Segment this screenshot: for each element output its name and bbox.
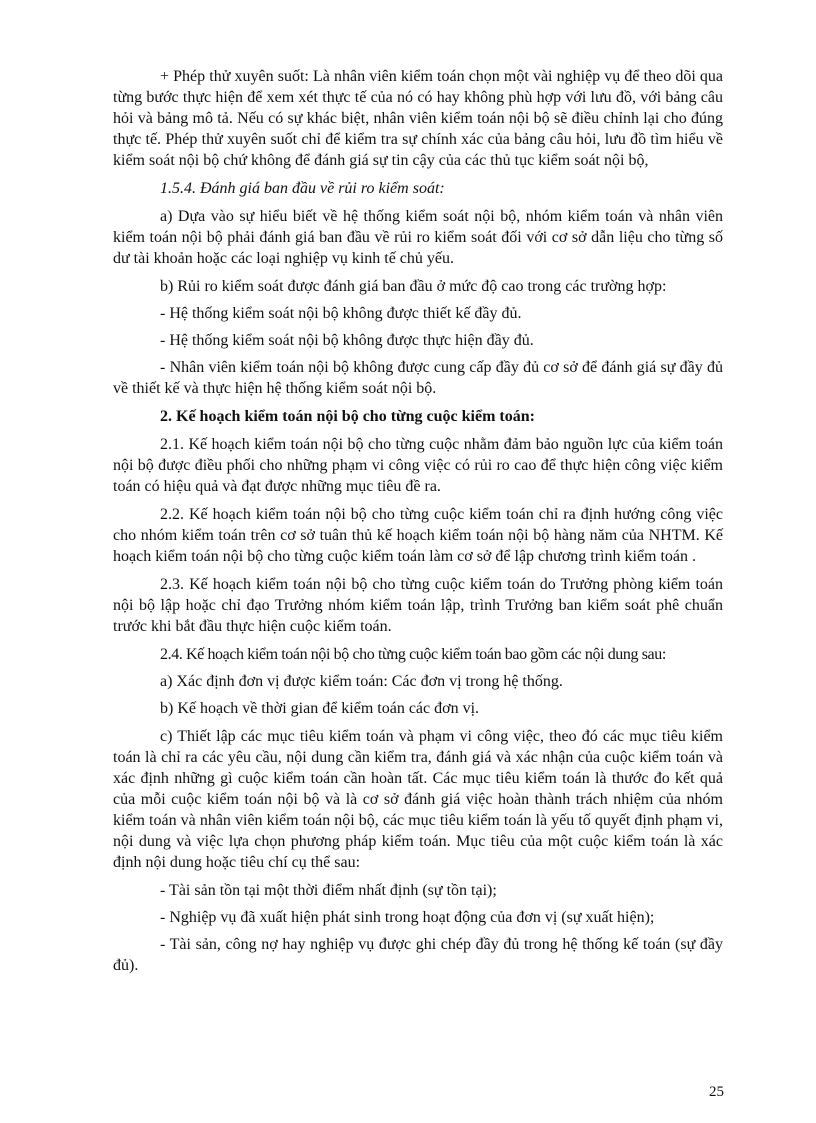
list-item-completeness: - Tài sản, công nợ hay nghiệp vụ được ghi chép đầy đủ trong hệ thống kế toán (sự đầy đủ). (113, 936, 723, 974)
paragraph-b-high-risk: b) Rủi ro kiểm soát được đánh giá ban đầu ở mức độ cao trong các trường hợp: (160, 278, 667, 295)
paragraph-2-4-c: c) Thiết lập các mục tiêu kiểm toán và phạm vi công việc, theo đó các mục tiêu kiểm toán là chỉ ra các yêu cầu, nội dung cần kiểm tra, đánh giá và xác nhận của cuộc kiểm toán và xác định những gì cuộc kiểm toán cần hoàn tất. Các mục tiêu kiểm toán là thước đo kết quả của mỗi cuộc kiểm toán nội bộ và là cơ sở đánh giá việc hoàn thành trách nhiệm của nhóm kiểm toán và nhân viên kiểm toán nội bộ, các mục tiêu kiểm toán là yếu tố quyết định phạm vi, nội dung và việc lựa chọn phương pháp kiểm toán. Mục tiêu của một cuộc kiểm toán là xác định nội dung hoặc tiêu chí cụ thể sau: (113, 728, 723, 871)
list-item-implementation: - Hệ thống kiểm soát nội bộ không được thực hiện đầy đủ. (160, 332, 534, 349)
paragraph-2-3: 2.3. Kế hoạch kiểm toán nội bộ cho từng cuộc kiểm toán do Trưởng phòng kiểm toán nội bộ lập hoặc chỉ đạo Trưởng nhóm kiểm toán lập, trình Trưởng ban kiểm soát phê chuẩn trước khi bắt đầu thực hiện cuộc kiểm toán. (113, 576, 723, 635)
list-item-design: - Hệ thống kiểm soát nội bộ không được thiết kế đầy đủ. (160, 305, 522, 322)
list-item-existence: - Tài sản tồn tại một thời điểm nhất định (sự tồn tại); (160, 882, 497, 899)
section-heading-1-5-4: 1.5.4. Đánh giá ban đầu về rủi ro kiểm soát: (160, 180, 445, 197)
paragraph-walkthrough-test: + Phép thử xuyên suốt: Là nhân viên kiểm toán chọn một vài nghiệp vụ để theo dõi qua từng bước thực hiện để xem xét thực tế của nó có hay không phù hợp với lưu đồ, với bảng câu hỏi và bảng mô tả. Nếu có sự khác biệt, nhân viên kiểm toán nội bộ sẽ điều chỉnh lại cho đúng thực tế. Phép thử xuyên suốt chỉ để kiểm tra sự chính xác của bảng câu hỏi, lưu đồ tìm hiểu về kiểm soát nội bộ chứ không để đánh giá sự tin cậy của các thủ tục kiểm soát nội bộ, (113, 68, 723, 169)
paragraph-2-4-b: b) Kế hoạch về thời gian để kiểm toán các đơn vị. (160, 700, 480, 717)
list-item-insufficient-basis: - Nhân viên kiểm toán nội bộ không được cung cấp đầy đủ cơ sở để đánh giá sự đầy đủ về thiết kế và thực hiện hệ thống kiểm soát nội bộ. (113, 359, 723, 397)
paragraph-a-control-risk: a) Dựa vào sự hiểu biết về hệ thống kiểm soát nội bộ, nhóm kiểm toán và nhân viên kiểm toán nội bộ phải đánh giá ban đầu về rủi ro kiểm soát đối với cơ sở dẫn liệu cho từng số dư tài khoản hoặc các loại nghiệp vụ kinh tế chủ yếu. (113, 208, 723, 267)
paragraph-2-2: 2.2. Kế hoạch kiểm toán nội bộ cho từng cuộc kiểm toán chỉ ra định hướng công việc cho nhóm kiểm toán trên cơ sở tuân thủ kế hoạch kiểm toán nội bộ hàng năm của NHTM. Kế hoạch kiểm toán nội bộ cho từng cuộc kiểm toán làm cơ sở để lập chương trình kiểm toán . (113, 506, 723, 565)
section-heading-2: 2. Kế hoạch kiểm toán nội bộ cho từng cuộc kiểm toán: (160, 408, 535, 425)
paragraph-2-1: 2.1. Kế hoạch kiểm toán nội bộ cho từng cuộc nhằm đảm bảo nguồn lực của kiểm toán nội bộ được điều phối cho những phạm vi công việc có rủi ro cao để thực hiện công việc kiểm toán có hiệu quả và đạt được những mục tiêu đề ra. (113, 436, 723, 495)
paragraph-2-4-a: a) Xác định đơn vị được kiểm toán: Các đơn vị trong hệ thống. (160, 673, 563, 690)
page-number: 25 (709, 1084, 724, 1100)
paragraph-2-4: 2.4. Kế hoạch kiểm toán nội bộ cho từng cuộc kiểm toán bao gồm các nội dung sau: (160, 646, 666, 663)
list-item-occurrence: - Nghiệp vụ đã xuất hiện phát sinh trong hoạt động của đơn vị (sự xuất hiện); (160, 909, 655, 926)
document-page (113, 66, 723, 983)
